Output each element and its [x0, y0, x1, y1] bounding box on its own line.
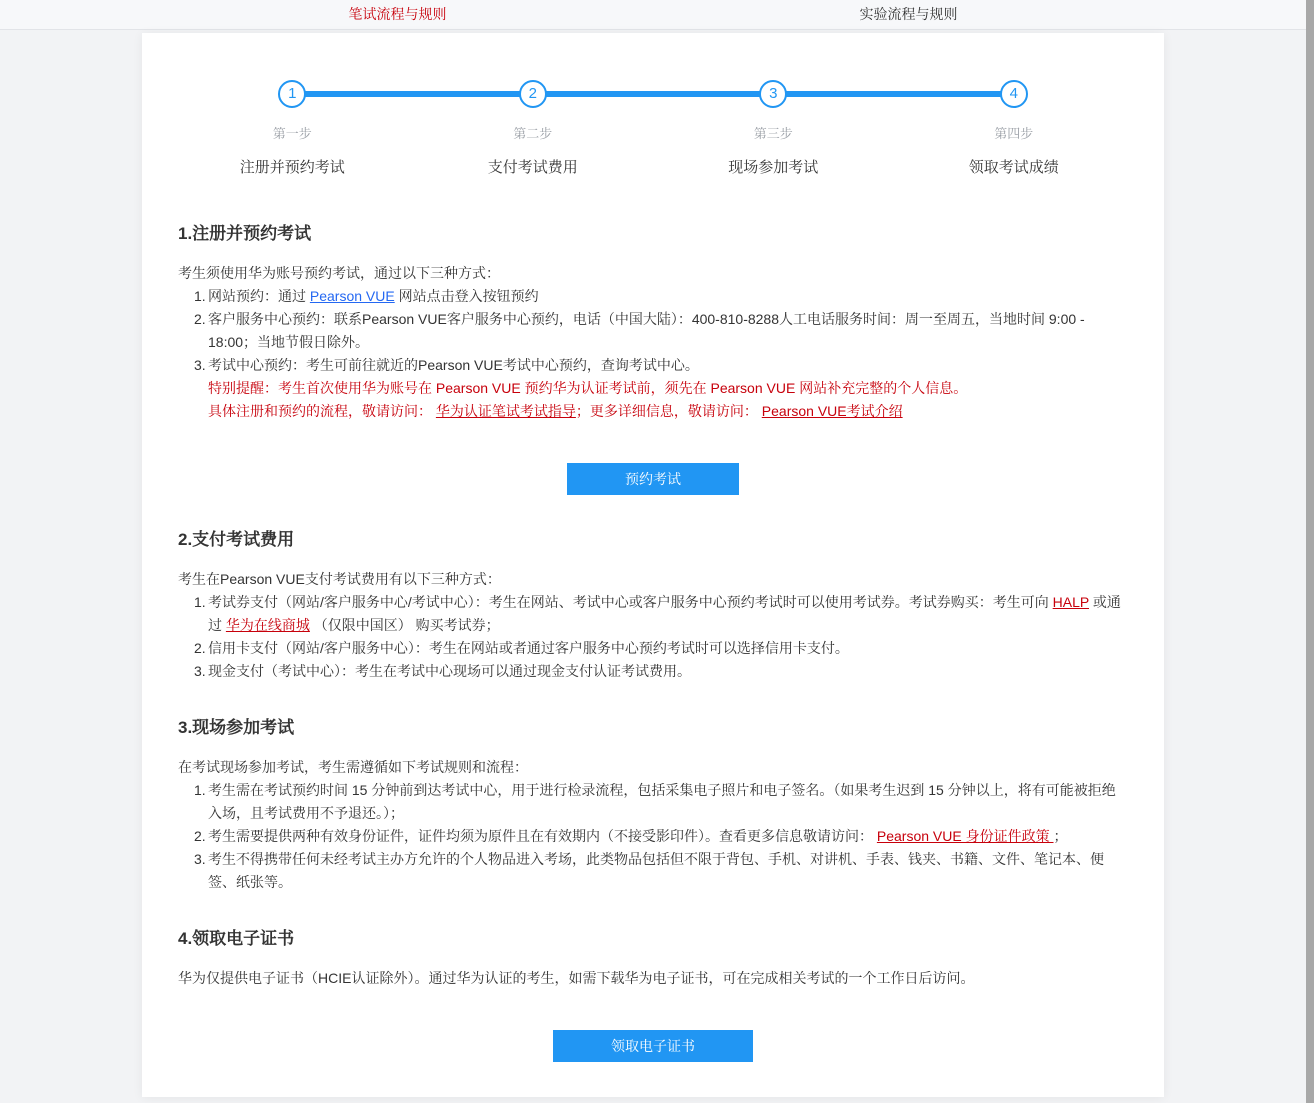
inline-link[interactable]: Pearson VUE考试介绍: [761, 403, 903, 419]
text-runs: [208, 308, 1128, 354]
tab-written-exam-rules[interactable]: 笔试流程与规则: [348, 6, 447, 22]
text-runs: [178, 970, 974, 986]
register-button[interactable]: 预约考试: [567, 463, 739, 495]
text-runs: [208, 848, 1128, 894]
section-heading: 4.领取电子证书: [178, 929, 295, 948]
text-runs: [208, 591, 1128, 637]
step-number-badge: 2: [519, 80, 547, 108]
text: 考生须使用华为账号预约考试，通过以下三种方式：: [178, 265, 500, 281]
list-marker: 3.: [194, 663, 206, 679]
top-tab-bar: [0, 0, 1306, 30]
text-runs: [208, 377, 1128, 400]
tab-lab-exam-rules[interactable]: 实验流程与规则: [859, 6, 958, 22]
step-number-badge: 1: [278, 80, 306, 108]
text: 考生在Pearson VUE支付考试费用有以下三种方式：: [178, 571, 501, 587]
text-runs: [208, 637, 1128, 660]
text-runs: [208, 354, 1128, 377]
text-runs: [208, 779, 1128, 825]
text: 考生需要提供两种有效身份证件，证件均须为原件且在有效期内（不接受影印件）。查看更多信息敬请访问：: [208, 828, 877, 844]
section-heading: 1.注册并预约考试: [178, 224, 312, 243]
vertical-scrollbar[interactable]: [1306, 0, 1314, 1103]
certificate-button[interactable]: 领取电子证书: [553, 1030, 753, 1062]
text: 考试券支付（网站/客户服务中心/考试中心）：考生在网站、考试中心或客户服务中心预约考试时可以使用考试券。考试券购买：考生可向: [208, 594, 1053, 610]
list-marker: [194, 400, 208, 423]
list-item: [178, 591, 1128, 637]
step-title: 现场参加考试: [728, 159, 819, 176]
list-item: [178, 377, 1128, 400]
text: 信用卡支付（网站/客户服务中心）：考生在网站或者通过客户服务中心预约考试时可以选择信用卡支付。: [208, 640, 849, 656]
inline-link[interactable]: HALP: [1052, 594, 1089, 610]
text: 考试中心预约：考生可前往就近的Pearson VUE考试中心预约，查询考试中心。: [208, 357, 699, 373]
text: 或通过: [208, 594, 1121, 633]
red-text: 特别提醒：考生首次使用华为账号在 Pearson VUE 预约华为认证考试前，须先在 Pearson VUE 网站补充完整的个人信息。: [208, 380, 968, 396]
paragraph: [178, 967, 1128, 990]
paragraph: [178, 756, 1128, 779]
list-item: [178, 779, 1128, 825]
red-text: 具体注册和预约的流程，敬请访问：: [208, 403, 436, 419]
paragraph: [178, 262, 1128, 285]
step-title: 领取考试成绩: [968, 159, 1059, 176]
text: ；: [1053, 828, 1068, 844]
list-marker: 3.: [194, 851, 206, 867]
stepper: [172, 33, 1134, 177]
text-runs: [208, 285, 1128, 308]
step-sub-label: 第一步: [272, 126, 312, 141]
section-payment: [178, 529, 1128, 683]
section-heading: 3.现场参加考试: [178, 718, 295, 737]
text: 网站点击登入按钮预约: [394, 288, 539, 304]
text: 华为仅提供电子证书（HCIE认证除外）。通过华为认证的考生，如需下载华为电子证书，可在完成相关考试的一个工作日后访问。: [178, 970, 975, 986]
text: 考生需在考试预约时间 15 分钟前到达考试中心，用于进行检录流程，包括采集电子照片和电子签名。（如果考生迟到 15 分钟以上，将有可能被拒绝入场，且考试费用不予退还。）；: [208, 782, 1116, 821]
text: 考生不得携带任何未经考试主办方允许的个人物品进入考场，此类物品包括但不限于背包、手机、对讲机、手表、钱夹、书籍、文件、笔记本、便签、纸张等。: [208, 851, 1104, 890]
step-sub-label: 第二步: [513, 126, 553, 141]
list-marker: 1.: [194, 288, 206, 304]
top-tab-bar-inner: [142, 0, 1164, 29]
content-card: [142, 33, 1164, 1097]
list-item: [178, 848, 1128, 894]
text-runs: [208, 660, 1128, 683]
text: 在考试现场参加考试，考生需遵循如下考试规则和流程：: [178, 759, 528, 775]
list-item: [178, 400, 1128, 423]
section-onsite: [178, 717, 1128, 894]
list-marker: 1.: [194, 594, 206, 610]
list-item: [178, 825, 1128, 848]
step-sub-label: 第三步: [753, 126, 793, 141]
inline-link[interactable]: 华为认证笔试考试指导: [435, 403, 576, 419]
section-register: [178, 223, 1128, 495]
list-marker: 2.: [194, 640, 206, 656]
list-marker: 2.: [194, 828, 206, 844]
text: 网站预约：通过: [208, 288, 310, 304]
list-marker: [194, 377, 208, 400]
list-marker: 3.: [194, 357, 206, 373]
sections: [142, 223, 1164, 1062]
text: 现金支付（考试中心）：考生在考试中心现场可以通过现金支付认证考试费用。: [208, 663, 691, 679]
inline-link[interactable]: Pearson VUE: [309, 288, 395, 304]
inline-link[interactable]: Pearson VUE 身份证件政策: [876, 828, 1054, 844]
list-marker: 2.: [194, 311, 206, 327]
list-item: [178, 637, 1128, 660]
step-title: 支付考试费用: [487, 159, 578, 176]
list-item: [178, 308, 1128, 354]
text-runs: [178, 571, 501, 587]
text: 客户服务中心预约：联系Pearson VUE客户服务中心预约，电话（中国大陆）：400-810-8288人工电话服务时间：周一至周五，当地时间 9:00 - 18:00；当地节假日除外。: [208, 311, 1085, 350]
paragraph: [178, 568, 1128, 591]
stepper-line: [292, 91, 1014, 97]
text-runs: [178, 265, 500, 281]
step-number-badge: 4: [1000, 80, 1028, 108]
inline-link[interactable]: 华为在线商城: [225, 617, 310, 633]
step-sub-label: 第四步: [994, 126, 1034, 141]
list-item: [178, 660, 1128, 683]
text-runs: [208, 825, 1128, 848]
list-marker: 1.: [194, 782, 206, 798]
step-number-badge: 3: [759, 80, 787, 108]
list-item: [178, 285, 1128, 308]
list-item: [178, 354, 1128, 377]
section-heading: 2.支付考试费用: [178, 530, 295, 549]
red-text: ；更多详细信息，敬请访问：: [575, 403, 762, 419]
text-runs: [178, 759, 528, 775]
step-title: 注册并预约考试: [239, 159, 345, 176]
section-certificate: [178, 928, 1128, 1062]
text: （仅限中国区） 购买考试券；: [309, 617, 500, 633]
text-runs: [208, 400, 1128, 423]
